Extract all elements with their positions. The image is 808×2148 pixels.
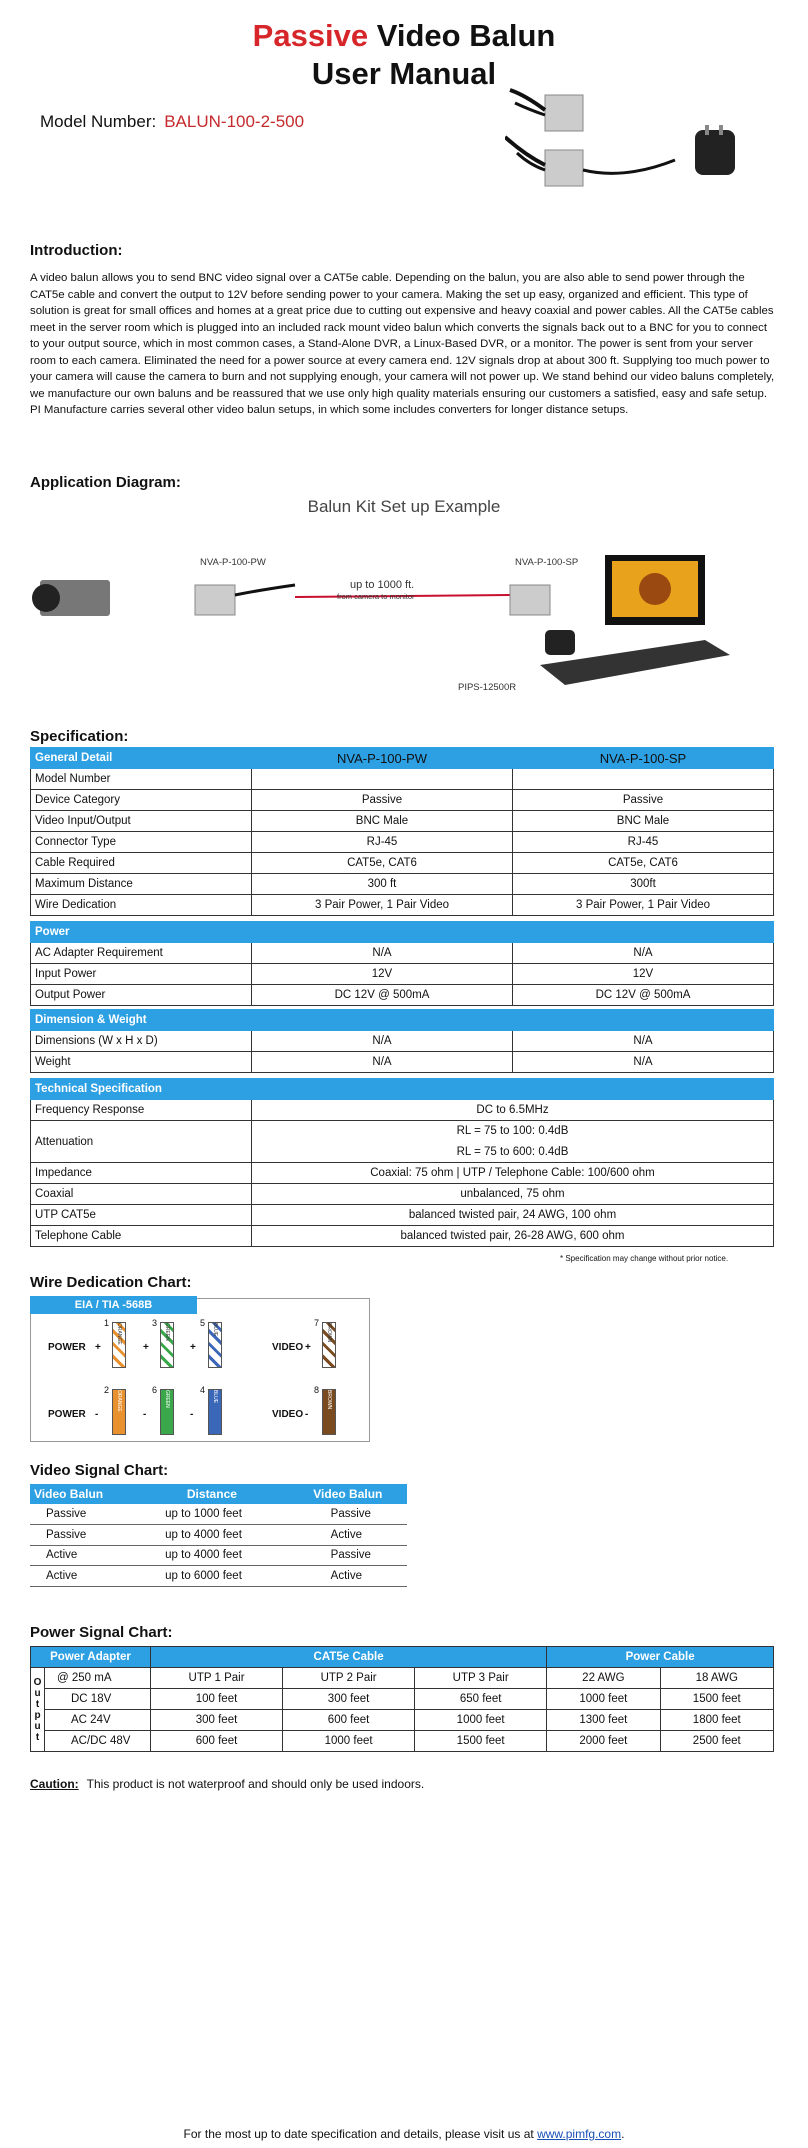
table-row [30, 1545, 407, 1566]
general-label: Maximum Distance [31, 874, 252, 895]
wire-label: + [95, 1342, 101, 1353]
psc-cell: 1000 feet [283, 1731, 415, 1752]
footer-end: . [621, 2127, 625, 2141]
wire-pin [112, 1389, 126, 1435]
psc-subheader: UTP 2 Pair [283, 1668, 415, 1689]
spec-general-table [30, 747, 774, 916]
psc-side-letter: u [34, 1720, 41, 1732]
general-label: Device Category [31, 790, 252, 811]
general-label: Video Input/Output [31, 811, 252, 832]
vsc-cell: Active [30, 1566, 135, 1587]
general-value: 3 Pair Power, 1 Pair Video [513, 895, 774, 916]
spec-note: * Specification may change without prior notice. [560, 1254, 729, 1263]
general-label: Model Number [31, 769, 252, 790]
caution-text: This product is not waterproof and should only be used indoors. [86, 1777, 425, 1791]
tech-label: UTP CAT5e [31, 1205, 252, 1226]
psc-cell: AC 24V [45, 1710, 151, 1731]
spec-power-header: Power [31, 922, 774, 943]
psc-header-cable: Power Cable [547, 1647, 774, 1668]
intro-heading: Introduction: [30, 242, 123, 259]
label-distance: up to 1000 ft. [350, 579, 415, 591]
psc-cell: 1000 feet [547, 1689, 660, 1710]
wire-pin-number: 1 [104, 1318, 110, 1328]
vsc-header: Video Balun [289, 1484, 407, 1504]
psc-subheader: 18 AWG [660, 1668, 773, 1689]
tech-value: Coaxial: 75 ohm | UTP / Telephone Cable: 100/600 ohm [252, 1163, 774, 1184]
dim-value: N/A [513, 1052, 774, 1073]
wire-pin [322, 1389, 336, 1435]
vsc-header: Distance [135, 1484, 289, 1504]
wire-pin-number: 8 [314, 1385, 320, 1395]
footer-text: For the most up to date specification and details, please visit us at [183, 2127, 538, 2141]
wire-standard: EIA / TIA -568B [30, 1296, 197, 1314]
psc-cell: 100 feet [151, 1689, 283, 1710]
psc-cell: 1800 feet [660, 1710, 773, 1731]
spec-tech-header: Technical Specification [31, 1079, 774, 1100]
footer [0, 2127, 808, 2141]
wire-pin [160, 1389, 174, 1435]
diagram-heading: Application Diagram: [30, 474, 181, 491]
psc-cell: 2500 feet [660, 1731, 773, 1752]
general-value [252, 769, 513, 790]
wire-pin-number: 6 [152, 1385, 158, 1395]
dim-value: N/A [252, 1052, 513, 1073]
general-label: Wire Dedication [31, 895, 252, 916]
power-chart-heading: Power Signal Chart: [30, 1624, 173, 1641]
psc-cell: 600 feet [151, 1731, 283, 1752]
power-value: N/A [252, 943, 513, 964]
vsc-cell: Passive [30, 1525, 135, 1546]
wire-pin [208, 1389, 222, 1435]
intro-text: A video balun allows you to send BNC video signal over a CAT5e cable. Depending on the balun, you are also able to send power through the CAT5e cable and convert the output to 12V before sending power to your camera. Making the set up easy, organized and efficient. This type of solution is great for small offices and homes at a great price due to cutting out expensive and heavy coaxial and power cables. All the CAT5e cables meet in the server room which is plugged into an included rack mount video balun which converts the signals back out to a BNC for you to connect to your output source, which in most common cases, a Stand-Alone DVR, a Linux-Based DVR, or a monitor. The power is sent from your server room to each camera. Eliminated the need for a power source at every camera end. 12V signals drop at about 300 ft. Supplying too much power to your camera will cause the camera to burn and not supplying enough, your camera will not power up. We stand behind our video baluns completely, we manufacture our own baluns and be reassured that we use only high quality materials ensuring our customers a satisfied, easy and safe setup. PI Manufacture carries several other video balun setups, in which some includes converters for longer distance setups. [30, 272, 775, 416]
psc-subheader: UTP 3 Pair [415, 1668, 547, 1689]
dim-value: N/A [252, 1031, 513, 1052]
spec-col1: NVA-P-100-PW [252, 748, 513, 769]
psc-side-letter: p [34, 1709, 41, 1721]
tech-label: Coaxial [31, 1184, 252, 1205]
psc-subheader: 22 AWG [547, 1668, 660, 1689]
general-value: RJ-45 [252, 832, 513, 853]
page-title [0, 18, 808, 54]
general-value: 300 ft [252, 874, 513, 895]
general-value: CAT5e, CAT6 [513, 853, 774, 874]
table-row [30, 1525, 407, 1546]
vsc-cell: Passive [30, 1504, 135, 1525]
wire-pin-number: 3 [152, 1318, 158, 1328]
power-label: AC Adapter Requirement [31, 943, 252, 964]
general-value: 3 Pair Power, 1 Pair Video [252, 895, 513, 916]
vsc-cell: up to 4000 feet [135, 1525, 289, 1546]
diagram-title: Balun Kit Set up Example [307, 497, 501, 516]
wire-label: - [305, 1409, 309, 1420]
tech-value: balanced twisted pair, 26-28 AWG, 600 ohm [252, 1226, 774, 1247]
table-row [30, 1566, 407, 1587]
general-value: BNC Male [252, 811, 513, 832]
psc-cell: 300 feet [151, 1710, 283, 1731]
power-value: 12V [252, 964, 513, 985]
psc-side-letter: t [35, 1698, 40, 1710]
wire-pin-color: BROWN [326, 1323, 332, 1343]
dim-value: N/A [513, 1031, 774, 1052]
psc-header-cat: CAT5e Cable [151, 1647, 547, 1668]
table-row [31, 1710, 774, 1731]
spec-heading: Specification: [30, 728, 129, 745]
wire-pin-number: 7 [314, 1318, 320, 1328]
dim-label: Weight [31, 1052, 252, 1073]
vsc-cell: Passive [289, 1504, 407, 1525]
power-label: Input Power [31, 964, 252, 985]
psc-side-letter: O [33, 1676, 42, 1688]
wire-label: - [95, 1409, 99, 1420]
wire-pin-color: BLUE [212, 1323, 218, 1337]
spec-general-header: General Detail [31, 748, 252, 769]
footer-link[interactable]: www.pimfg.com [537, 2127, 622, 2141]
tech-label: Telephone Cable [31, 1226, 252, 1247]
psc-cell: DC 18V [45, 1689, 151, 1710]
power-value: DC 12V @ 500mA [252, 985, 513, 1006]
psc-cell: 2000 feet [547, 1731, 660, 1752]
wire-pin-color: ORANGE [116, 1390, 122, 1412]
wire-pin-number: 4 [200, 1385, 206, 1395]
wire-label: POWER [48, 1342, 86, 1353]
general-value [513, 769, 774, 790]
vsc-cell: up to 4000 feet [135, 1545, 289, 1566]
wire-pin-color: BLUE [212, 1390, 218, 1404]
psc-header-adapter: Power Adapter [31, 1647, 151, 1668]
wire-pin-number: 2 [104, 1385, 110, 1395]
psc-subheader: UTP 1 Pair [151, 1668, 283, 1689]
power-signal-table [30, 1646, 774, 1752]
general-value: CAT5e, CAT6 [252, 853, 513, 874]
wire-pin [322, 1322, 336, 1368]
spec-dim-table [30, 1009, 774, 1073]
wire-pin-color: ORANGE [116, 1323, 122, 1345]
vsc-cell: Active [289, 1525, 407, 1546]
tech-label: Attenuation [31, 1121, 252, 1163]
general-value: Passive [252, 790, 513, 811]
spec-tech-table [30, 1078, 774, 1247]
dim-label: Dimensions (W x H x D) [31, 1031, 252, 1052]
wire-label: POWER [48, 1409, 86, 1420]
video-chart-heading: Video Signal Chart: [30, 1462, 169, 1479]
model-number [40, 112, 304, 132]
wire-label: + [143, 1342, 149, 1353]
psc-cell: 600 feet [283, 1710, 415, 1731]
wire-pin-color: GREEN [164, 1390, 170, 1408]
wire-label: + [305, 1342, 311, 1353]
psc-side-letter: t [35, 1731, 40, 1743]
tech-value: DC to 6.5MHz [252, 1100, 774, 1121]
general-value: 300ft [513, 874, 774, 895]
wire-pin-number: 5 [200, 1318, 206, 1328]
tech-value: balanced twisted pair, 24 AWG, 100 ohm [252, 1205, 774, 1226]
wire-pin-color: GREEN [164, 1323, 170, 1341]
wire-label: - [143, 1409, 147, 1420]
general-value: Passive [513, 790, 774, 811]
psc-cell: 300 feet [283, 1689, 415, 1710]
page-subtitle: User Manual [311, 56, 497, 91]
vsc-header: Video Balun [30, 1484, 135, 1504]
title-black: Video Balun [368, 18, 556, 53]
wire-label: VIDEO [272, 1342, 304, 1353]
caution [30, 1777, 424, 1791]
vsc-cell: Active [289, 1566, 407, 1587]
label-sp: NVA-P-100-SP [515, 557, 579, 568]
spec-col2: NVA-P-100-SP [513, 748, 774, 769]
model-value: BALUN-100-2-500 [164, 112, 305, 131]
application-diagram [30, 545, 730, 695]
label-psu: PIPS-12500R [458, 682, 517, 693]
power-value: N/A [513, 943, 774, 964]
vsc-cell: up to 1000 feet [135, 1504, 289, 1525]
psc-cell: 1300 feet [547, 1710, 660, 1731]
wire-label: + [190, 1342, 196, 1353]
wire-label: VIDEO [272, 1409, 304, 1420]
tech-label: Frequency Response [31, 1100, 252, 1121]
wire-pin [112, 1322, 126, 1368]
wire-pin [160, 1322, 174, 1368]
wire-heading: Wire Dedication Chart: [30, 1274, 192, 1291]
table-row [31, 1731, 774, 1752]
wire-pin-color: BROWN [326, 1390, 332, 1410]
model-label: Model Number: [40, 112, 157, 131]
power-value: 12V [513, 964, 774, 985]
general-value: RJ-45 [513, 832, 774, 853]
caution-label: Caution: [30, 1777, 79, 1791]
tech-value: unbalanced, 75 ohm [252, 1184, 774, 1205]
psc-subheader: @ 250 mA [45, 1668, 151, 1689]
psc-cell: 1000 feet [415, 1710, 547, 1731]
table-row [30, 1504, 407, 1525]
wire-pin [208, 1322, 222, 1368]
power-value: DC 12V @ 500mA [513, 985, 774, 1006]
vsc-cell: Active [30, 1545, 135, 1566]
psc-cell: 1500 feet [660, 1689, 773, 1710]
spec-power-table [30, 921, 774, 1006]
label-pw: NVA-P-100-PW [200, 557, 266, 568]
tech-value: RL = 75 to 100: 0.4dB [252, 1121, 774, 1142]
vsc-cell: up to 6000 feet [135, 1566, 289, 1587]
tech-value: RL = 75 to 600: 0.4dB [252, 1142, 774, 1163]
psc-side-letter: u [34, 1687, 41, 1699]
table-row [31, 1689, 774, 1710]
general-label: Connector Type [31, 832, 252, 853]
general-label: Cable Required [31, 853, 252, 874]
psc-cell: 1500 feet [415, 1731, 547, 1752]
general-value: BNC Male [513, 811, 774, 832]
title-red: Passive [252, 18, 369, 53]
spec-dim-header: Dimension & Weight [31, 1010, 774, 1031]
tech-label: Impedance [31, 1163, 252, 1184]
wire-label: - [190, 1409, 194, 1420]
video-signal-table [30, 1484, 407, 1587]
product-image [505, 75, 765, 200]
psc-cell: 650 feet [415, 1689, 547, 1710]
vsc-cell: Passive [289, 1545, 407, 1566]
psc-side-label [31, 1668, 45, 1752]
psc-cell: AC/DC 48V [45, 1731, 151, 1752]
label-distance-sub: from camera to monitor [337, 592, 415, 601]
power-label: Output Power [31, 985, 252, 1006]
